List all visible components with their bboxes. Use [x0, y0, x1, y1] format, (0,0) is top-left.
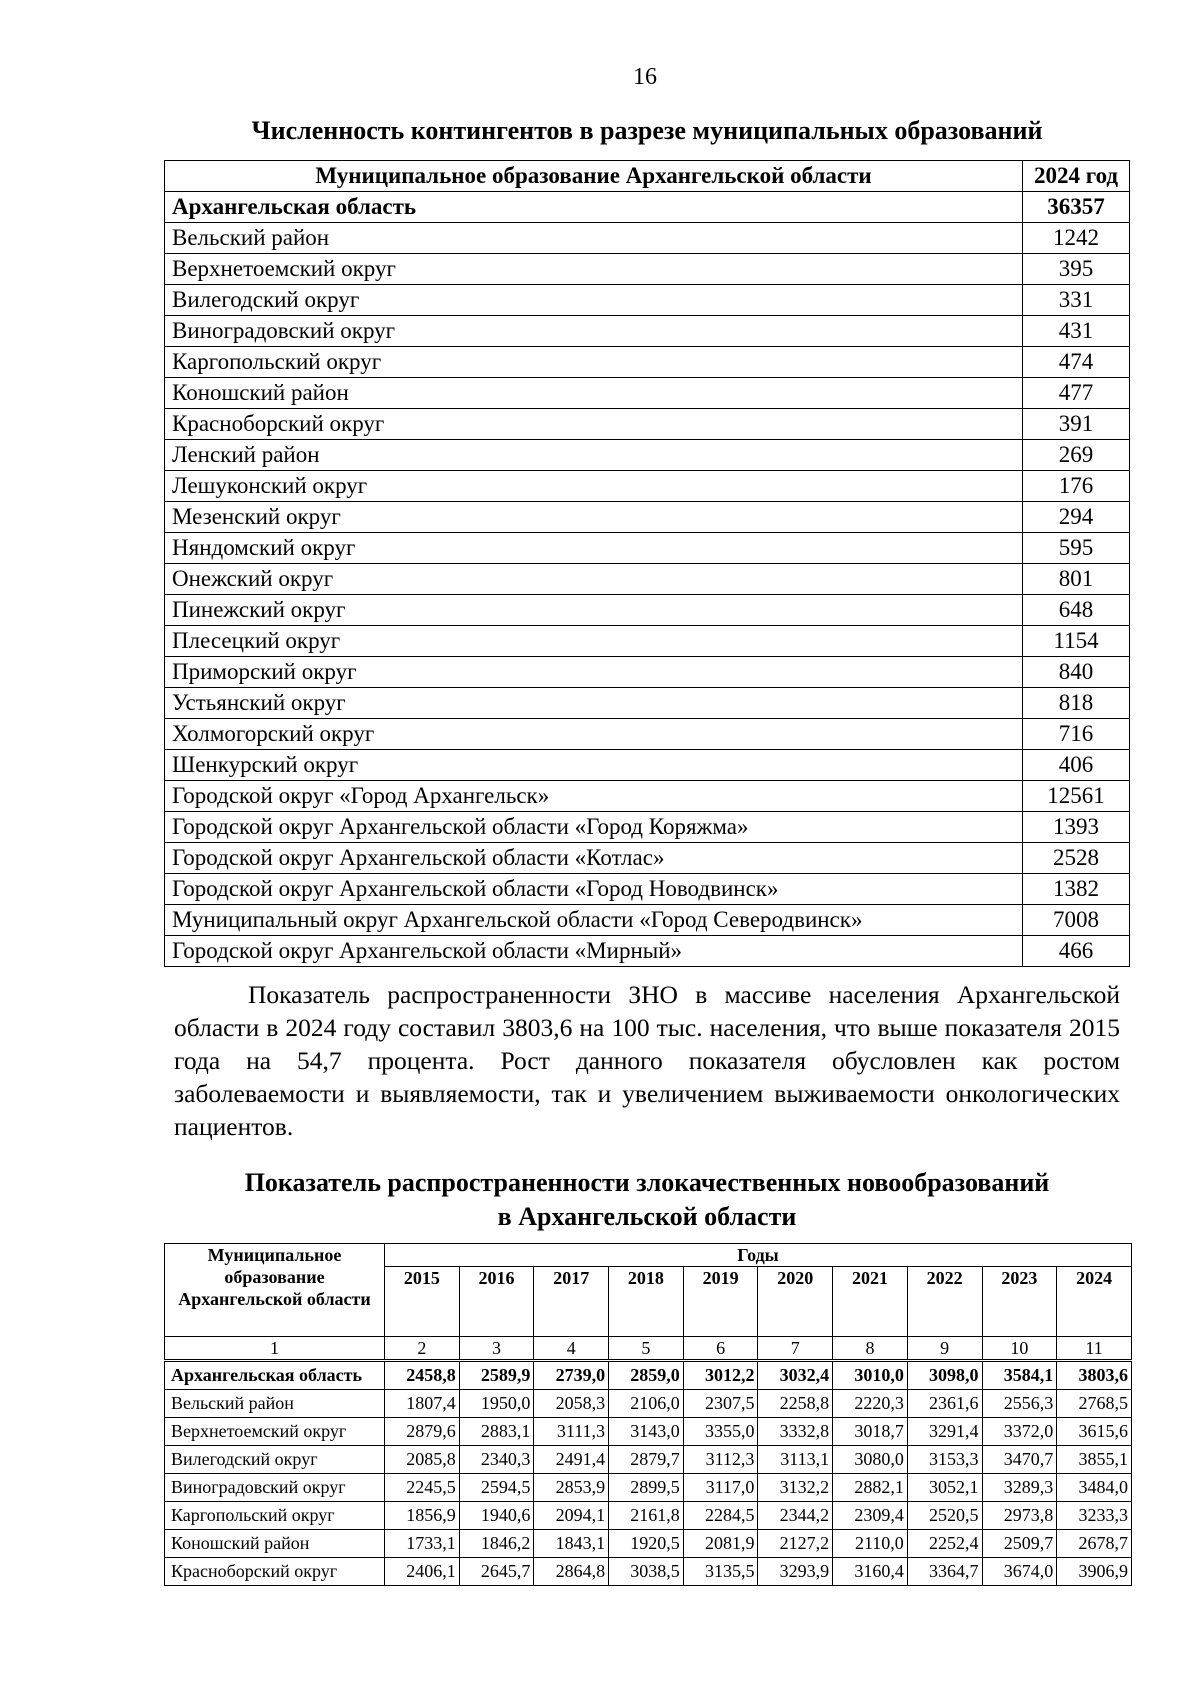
table2-cell: 2344,2	[758, 1502, 833, 1530]
table2-year-header: 2022	[907, 1267, 982, 1337]
table1-total-row	[165, 192, 1130, 223]
table1-row-name: Вилегодский округ	[165, 285, 1023, 316]
table2-year-header: 2018	[609, 1267, 684, 1337]
table1-row	[165, 254, 1130, 285]
table2-column-number: 2	[385, 1337, 460, 1361]
table2-row-name: Виноградовский округ	[165, 1474, 385, 1502]
table1-row-name: Вельский район	[165, 223, 1023, 254]
table1-header-name: Муниципальное образование Архангельской области	[165, 161, 1023, 192]
table2-column-number: 10	[982, 1337, 1057, 1361]
table2-cell: 2252,4	[907, 1530, 982, 1558]
table2-cell: 2882,1	[833, 1474, 908, 1502]
table2-title-line1: Показатель распространенности злокачественных новообразований	[244, 1168, 1050, 1197]
table2-cell: 2899,5	[609, 1474, 684, 1502]
table2-column-number: 3	[459, 1337, 534, 1361]
table2-row	[165, 1418, 1132, 1446]
table1-row-name: Коношский район	[165, 378, 1023, 409]
table1-row-name: Каргопольский округ	[165, 347, 1023, 378]
table2-cell: 3010,0	[833, 1361, 908, 1390]
table2-cell: 3112,3	[683, 1446, 758, 1474]
table1-row	[165, 874, 1130, 905]
table2-cell: 2883,1	[459, 1418, 534, 1446]
table2-cell: 1733,1	[385, 1530, 460, 1558]
table1-row-name: Виноградовский округ	[165, 316, 1023, 347]
table2-cell: 2678,7	[1057, 1530, 1132, 1558]
table2-cell: 2520,5	[907, 1502, 982, 1530]
table1-row-value: 801	[1023, 564, 1130, 595]
table1-row	[165, 595, 1130, 626]
table1-row	[165, 564, 1130, 595]
table1-row-value: 474	[1023, 347, 1130, 378]
table2-cell: 1807,4	[385, 1390, 460, 1418]
table2-cell: 1843,1	[534, 1530, 609, 1558]
table2-column-number: 9	[907, 1337, 982, 1361]
table2-row	[165, 1446, 1132, 1474]
table2-row	[165, 1502, 1132, 1530]
table1-row-name: Городской округ Архангельской области «Город Новодвинск»	[165, 874, 1023, 905]
table1-row-name: Приморский округ	[165, 657, 1023, 688]
table2-cell: 2081,9	[683, 1530, 758, 1558]
table1-row-value: 176	[1023, 471, 1130, 502]
table2-cell: 2309,4	[833, 1502, 908, 1530]
table1-header-row	[165, 161, 1130, 192]
table1-row-value: 716	[1023, 719, 1130, 750]
table1-row-value: 12561	[1023, 781, 1130, 812]
table2-cell: 2768,5	[1057, 1390, 1132, 1418]
table2-cell: 2859,0	[609, 1361, 684, 1390]
table2-column-number: 4	[534, 1337, 609, 1361]
table2-cell: 2361,6	[907, 1390, 982, 1418]
table1-row	[165, 812, 1130, 843]
table2-cell: 2645,7	[459, 1558, 534, 1586]
table2-cell: 3293,9	[758, 1558, 833, 1586]
table2-cell: 1950,0	[459, 1390, 534, 1418]
table2-cell: 2245,5	[385, 1474, 460, 1502]
table2-header-years: Годы	[385, 1244, 1132, 1267]
table1-row-name: Ленский район	[165, 440, 1023, 471]
table2-cell: 2853,9	[534, 1474, 609, 1502]
table1-row	[165, 316, 1130, 347]
table1-row	[165, 223, 1130, 254]
table2-cell: 3803,6	[1057, 1361, 1132, 1390]
table2-cell: 2864,8	[534, 1558, 609, 1586]
table1-row	[165, 750, 1130, 781]
table2-cell: 3032,4	[758, 1361, 833, 1390]
table1-row-value: 391	[1023, 409, 1130, 440]
table2-cell: 2739,0	[534, 1361, 609, 1390]
table1-row	[165, 843, 1130, 874]
table2-cell: 3674,0	[982, 1558, 1057, 1586]
table2-cell: 1856,9	[385, 1502, 460, 1530]
table2-row-name: Каргопольский округ	[165, 1502, 385, 1530]
table1-row	[165, 626, 1130, 657]
table2-column-number: 8	[833, 1337, 908, 1361]
table2-cell: 3135,5	[683, 1558, 758, 1586]
table1-row	[165, 347, 1130, 378]
table2-column-number: 7	[758, 1337, 833, 1361]
table2-cell: 3038,5	[609, 1558, 684, 1586]
table2-cell: 1920,5	[609, 1530, 684, 1558]
table2-cell: 2085,8	[385, 1446, 460, 1474]
table2-year-header: 2017	[534, 1267, 609, 1337]
table2-cell: 3364,7	[907, 1558, 982, 1586]
table2-cell: 2879,6	[385, 1418, 460, 1446]
table2-cell: 3113,1	[758, 1446, 833, 1474]
table2-cell: 3906,9	[1057, 1558, 1132, 1586]
table1-row-name: Холмогорский округ	[165, 719, 1023, 750]
table2-cell: 3012,2	[683, 1361, 758, 1390]
table2-cell: 3160,4	[833, 1558, 908, 1586]
table2-row-name: Архангельская область	[165, 1361, 385, 1390]
table2-cell: 2491,4	[534, 1446, 609, 1474]
table1-total-value: 36357	[1023, 192, 1130, 223]
table2-cell: 3484,0	[1057, 1474, 1132, 1502]
table2-cell: 3372,0	[982, 1418, 1057, 1446]
table2-cell: 1846,2	[459, 1530, 534, 1558]
table2-row	[165, 1390, 1132, 1418]
table1-row-value: 840	[1023, 657, 1130, 688]
table1-row	[165, 502, 1130, 533]
table2-row-name: Вельский район	[165, 1390, 385, 1418]
table1-row-value: 595	[1023, 533, 1130, 564]
table2-cell: 2406,1	[385, 1558, 460, 1586]
table1-row-value: 477	[1023, 378, 1130, 409]
table1-row-value: 294	[1023, 502, 1130, 533]
table1-row	[165, 378, 1130, 409]
table2-cell: 2106,0	[609, 1390, 684, 1418]
table1-row	[165, 409, 1130, 440]
table2-cell: 2340,3	[459, 1446, 534, 1474]
table2-year-header: 2023	[982, 1267, 1057, 1337]
table2-year-header: 2015	[385, 1267, 460, 1337]
table2-row	[165, 1530, 1132, 1558]
table2-cell: 2284,5	[683, 1502, 758, 1530]
table1-row-value: 431	[1023, 316, 1130, 347]
table2-cell: 3080,0	[833, 1446, 908, 1474]
table1-row-name: Городской округ Архангельской области «Котлас»	[165, 843, 1023, 874]
table2-row-name: Вилегодский округ	[165, 1446, 385, 1474]
table2-total-row	[165, 1361, 1132, 1390]
table1-row-name: Верхнетоемский округ	[165, 254, 1023, 285]
table1-header-year: 2024 год	[1023, 161, 1130, 192]
table2-cell: 3470,7	[982, 1446, 1057, 1474]
table1-row-name: Городской округ «Город Архангельск»	[165, 781, 1023, 812]
table2-year-header: 2024	[1057, 1267, 1132, 1337]
table2-cell: 2307,5	[683, 1390, 758, 1418]
table1-row	[165, 781, 1130, 812]
table2-row-name: Коношский район	[165, 1530, 385, 1558]
table1-row-value: 1393	[1023, 812, 1130, 843]
table2-cell: 2879,7	[609, 1446, 684, 1474]
table1-row-name: Онежский округ	[165, 564, 1023, 595]
table2-cell: 3018,7	[833, 1418, 908, 1446]
table2-cell: 2589,9	[459, 1361, 534, 1390]
table2-cell: 1940,6	[459, 1502, 534, 1530]
body-paragraph: Показатель распространенности ЗНО в массиве населения Архангельской области в 2024 году составил 3803,6 на 100 тыс. населения, что выше показателя 2015 года на 54,7 процента. Рост данного показателя обусловлен как ростом заболеваемости и выявляемости, так и увеличением выживаемости онкологических пациентов.	[174, 980, 1120, 1141]
table1-row-value: 395	[1023, 254, 1130, 285]
table2-row	[165, 1558, 1132, 1586]
table2-cell: 3143,0	[609, 1418, 684, 1446]
table2-cell: 3052,1	[907, 1474, 982, 1502]
table1-row	[165, 440, 1130, 471]
table2-cell: 3117,0	[683, 1474, 758, 1502]
table1-row-name: Лешуконский округ	[165, 471, 1023, 502]
table1-row-name: Няндомский округ	[165, 533, 1023, 564]
table1-row	[165, 905, 1130, 936]
table2-year-header: 2019	[683, 1267, 758, 1337]
table1-row	[165, 719, 1130, 750]
prevalence-table	[164, 1243, 1132, 1586]
table1-row-value: 406	[1023, 750, 1130, 781]
table2-column-number: 6	[683, 1337, 758, 1361]
table1-row-name: Плесецкий округ	[165, 626, 1023, 657]
table1-row-value: 1242	[1023, 223, 1130, 254]
table2-cell: 2458,8	[385, 1361, 460, 1390]
table2-cell: 2127,2	[758, 1530, 833, 1558]
table2-cell: 3153,3	[907, 1446, 982, 1474]
table1-row	[165, 471, 1130, 502]
table2-cell: 2161,8	[609, 1502, 684, 1530]
table2-column-number: 5	[609, 1337, 684, 1361]
table2-year-header: 2016	[459, 1267, 534, 1337]
table1-row-value: 818	[1023, 688, 1130, 719]
table2-year-header: 2020	[758, 1267, 833, 1337]
table2-cell: 2509,7	[982, 1530, 1057, 1558]
table2-header-name: Муниципальное образование Архангельской области	[165, 1244, 385, 1337]
table1-row-name: Мезенский округ	[165, 502, 1023, 533]
table2-cell: 2094,1	[534, 1502, 609, 1530]
contingents-table	[164, 160, 1130, 967]
table2-cell: 3289,3	[982, 1474, 1057, 1502]
table1-row-value: 331	[1023, 285, 1130, 316]
page-number: 16	[633, 64, 657, 90]
table2-cell: 3233,3	[1057, 1502, 1132, 1530]
table2-header-row1	[165, 1244, 1132, 1267]
table1-row	[165, 657, 1130, 688]
table1-row-name: Пинежский округ	[165, 595, 1023, 626]
table2-cell: 3291,4	[907, 1418, 982, 1446]
table2-cell: 2058,3	[534, 1390, 609, 1418]
table2-cell: 3584,1	[982, 1361, 1057, 1390]
table2-row-name: Верхнетоемский округ	[165, 1418, 385, 1446]
table2-cell: 3132,2	[758, 1474, 833, 1502]
table2-cell: 2594,5	[459, 1474, 534, 1502]
table1-row	[165, 285, 1130, 316]
table1-row-name: Красноборский округ	[165, 409, 1023, 440]
table1-row-value: 648	[1023, 595, 1130, 626]
table2-column-numbers-row	[165, 1337, 1132, 1361]
table2-title-line2: в Архангельской области	[497, 1202, 797, 1231]
table1-row-name: Городской округ Архангельской области «Мирный»	[165, 936, 1023, 967]
table2-title	[164, 1166, 1130, 1234]
table2-cell: 3855,1	[1057, 1446, 1132, 1474]
table1-row	[165, 533, 1130, 564]
table1-row-name: Устьянский округ	[165, 688, 1023, 719]
table1-row-value: 466	[1023, 936, 1130, 967]
table1-row-name: Городской округ Архангельской области «Город Коряжма»	[165, 812, 1023, 843]
table2-cell: 2220,3	[833, 1390, 908, 1418]
table2-cell: 2556,3	[982, 1390, 1057, 1418]
table2-cell: 3332,8	[758, 1418, 833, 1446]
table1-row-value: 2528	[1023, 843, 1130, 874]
table1-row-value: 269	[1023, 440, 1130, 471]
table1-row-value: 1382	[1023, 874, 1130, 905]
table2-cell: 2110,0	[833, 1530, 908, 1558]
table2-cell: 3355,0	[683, 1418, 758, 1446]
table1-row	[165, 936, 1130, 967]
table1-row-value: 7008	[1023, 905, 1130, 936]
table2-year-header: 2021	[833, 1267, 908, 1337]
table1-row	[165, 688, 1130, 719]
table2-cell: 2973,8	[982, 1502, 1057, 1530]
table2-cell: 3098,0	[907, 1361, 982, 1390]
table2-cell: 3615,6	[1057, 1418, 1132, 1446]
table1-title: Численность контингентов в разрезе муниципальных образований	[251, 116, 1043, 145]
table2-row-name: Красноборский округ	[165, 1558, 385, 1586]
table2-row	[165, 1474, 1132, 1502]
table2-cell: 2258,8	[758, 1390, 833, 1418]
table1-row-value: 1154	[1023, 626, 1130, 657]
table2-column-number: 11	[1057, 1337, 1132, 1361]
table2-column-number: 1	[165, 1337, 385, 1361]
table1-row-name: Шенкурский округ	[165, 750, 1023, 781]
table1-total-name: Архангельская область	[165, 192, 1023, 223]
table2-cell: 3111,3	[534, 1418, 609, 1446]
table1-row-name: Муниципальный округ Архангельской области «Город Северодвинск»	[165, 905, 1023, 936]
